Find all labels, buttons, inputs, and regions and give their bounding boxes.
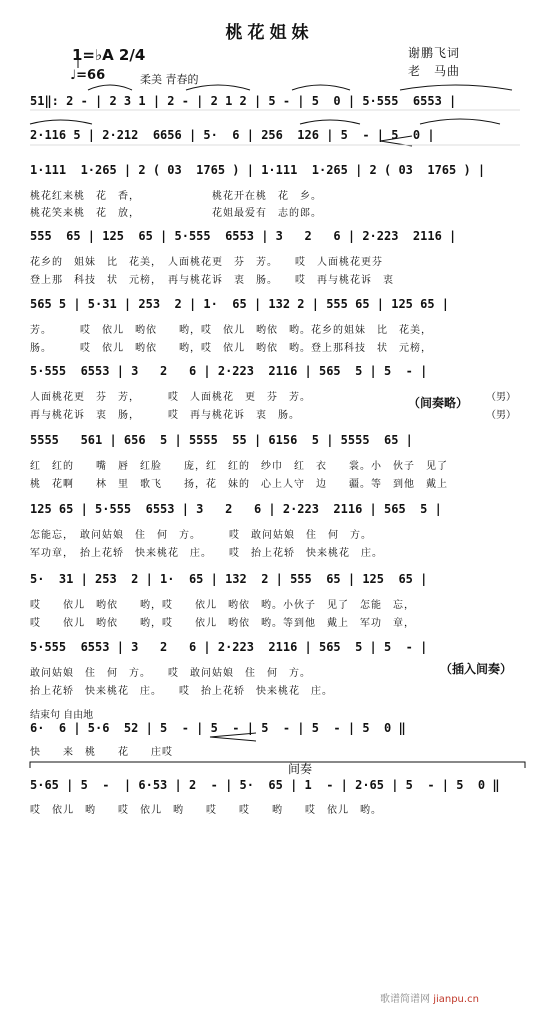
slur [88,85,132,90]
lyric-line-7b: 桃 花啊 林 里 歌飞 扬，花 妹的 心上人守 边 疆。等 到他 戴上 [30,479,448,490]
interlude-bracket [30,762,525,768]
lyric-line-11a: 快 来 桃 花 庄哎 [30,747,173,758]
lyric-line-10a: 敢问姑娘 住 何 方。 哎 敢问姑娘 住 何 方。 [30,668,311,679]
ending-free-note: 结束句 自由地 [30,710,94,721]
melody-line-7: 5555 561 | 656 5 | 5555 55 | 6156 5 | 5555 65 | [30,433,413,447]
melody-line-2: 2·116 5 | 2·212 6656 | 5· 6 | 256 126 | 5 - | 5 0 | [30,128,435,142]
melody-line-11: 6· 6 | 5·6 52 | 5 - | 5 - | 5 - | 5 - | 5 0 ‖ [30,721,406,735]
male-part-note-2: （男） [486,410,516,421]
key-signature: 1=♭A 2/4 [72,46,146,64]
slur [300,120,360,124]
melody-line-10: 5·555 6553 | 3 2 6 | 2·223 2116 | 565 5 | 5 - | [30,640,428,654]
slur [30,120,92,124]
melody-line-3: 1·111 1·265 | 2 ( 03 1765 ) | 1·111 1·265 | 2 ( 03 1765 ) | [30,163,486,177]
male-part-note-1: （男） [486,392,516,403]
lyric-line-6a: 人面桃花更 芬 芳， 哎 人面桃花 更 芬 芳。 [30,392,311,403]
slur [400,85,512,90]
melody-line-8: 125 65 | 5·555 6553 | 3 2 6 | 2·223 2116 | 565 5 | [30,502,442,516]
lyric-line-5a: 芳。 哎 依儿 哟依 哟，哎 依儿 哟依 哟。花乡的姐妹 比 花美， [30,325,432,336]
crescendo-mark [210,733,256,741]
lyric-line-4b: 登上那 科技 状 元榜， 再与桃花诉 衷 肠。 哎 再与桃花诉 衷 [30,275,394,286]
lyric-line-5b: 肠。 哎 依儿 哟依 哟，哎 依儿 哟依 哟。登上那科技 状 元榜， [30,343,432,354]
site-url[interactable]: jianpu.cn [433,994,479,1005]
lyric-line-6b: 再与桃花诉 衷 肠， 哎 再与桃花诉 衷 肠。 [30,410,300,421]
lyric-line-3a: 桃花红来桃 花 香， 桃花开在桃 花 乡。 [30,191,322,202]
tempo-mark: ♩=66 [70,68,106,83]
slur [292,85,350,90]
lyric-line-8b: 军功章， 抬上花轿 快来桃花 庄。 哎 抬上花轿 快来桃花 庄。 [30,548,383,559]
site-name: 歌谱简谱网 [380,994,430,1005]
lyricist-credit: 谢鹏飞词 [408,46,461,60]
lyric-line-3b: 桃花笑来桃 花 放， 花姐最爱有 志的郎。 [30,208,322,219]
slur [420,119,500,124]
expression-mark: 柔美 青春的 [140,73,199,86]
melody-line-9: 5· 31 | 253 2 | 1· 65 | 132 2 | 555 65 | 125 65 | [30,572,428,586]
lyric-line-4a: 花乡的 姐妹 比 花美， 人面桃花更 芬 芳。 哎 人面桃花更芬 [30,257,383,268]
site-footer [380,990,479,1005]
composer-credit: 老 马曲 [408,64,461,78]
lyric-line-9a: 哎 依儿 哟依 哟，哎 依儿 哟依 哟。小伙子 见了 怎能 忘， [30,600,415,611]
melody-line-5: 565 5 | 5·31 | 253 2 | 1· 65 | 132 2 | 555 65 | 125 65 | [30,297,450,311]
melody-line-4: 555 65 | 125 65 | 5·555 6553 | 3 2 6 | 2·223 2116 | [30,229,457,243]
interlude-omitted-note: （间奏略） [408,396,469,410]
lyric-line-8a: 怎能忘， 敢问姑娘 住 何 方。 哎 敢问姑娘 住 何 方。 [30,530,372,541]
interlude-label: 间奏 [288,762,313,776]
song-title: 桃花姐妹 [225,23,314,43]
lyric-line-9b: 哎 依儿 哟依 哟，哎 依儿 哟依 哟。等到他 戴上 军功 章， [30,618,415,629]
melody-line-1: 51‖: 2 - | 2 3 1 | 2 - | 2 1 2 | 5 - | 5 0 | 5·555 6553 | [30,94,457,108]
insert-interlude-note: （插入间奏） [440,662,513,676]
lyric-line-7a: 红 红的 嘴 唇 红脸 庞，红 红的 纱巾 红 衣 裳。小 伙子 见了 [30,461,448,472]
lyric-line-10b: 抬上花轿 快来桃花 庄。 哎 抬上花轿 快来桃花 庄。 [30,686,333,697]
lyric-line-12a: 哎 依儿 哟 哎 依儿 哟 哎 哎 哟 哎 依儿 哟。 [30,805,382,816]
slur [186,85,250,90]
melody-line-6: 5·555 6553 | 3 2 6 | 2·223 2116 | 565 5 | 5 - | [30,364,428,378]
melody-line-12: 5·65 | 5 - | 6·53 | 2 - | 5· 65 | 1 - | 2·65 | 5 - | 5 0 ‖ [30,778,500,792]
